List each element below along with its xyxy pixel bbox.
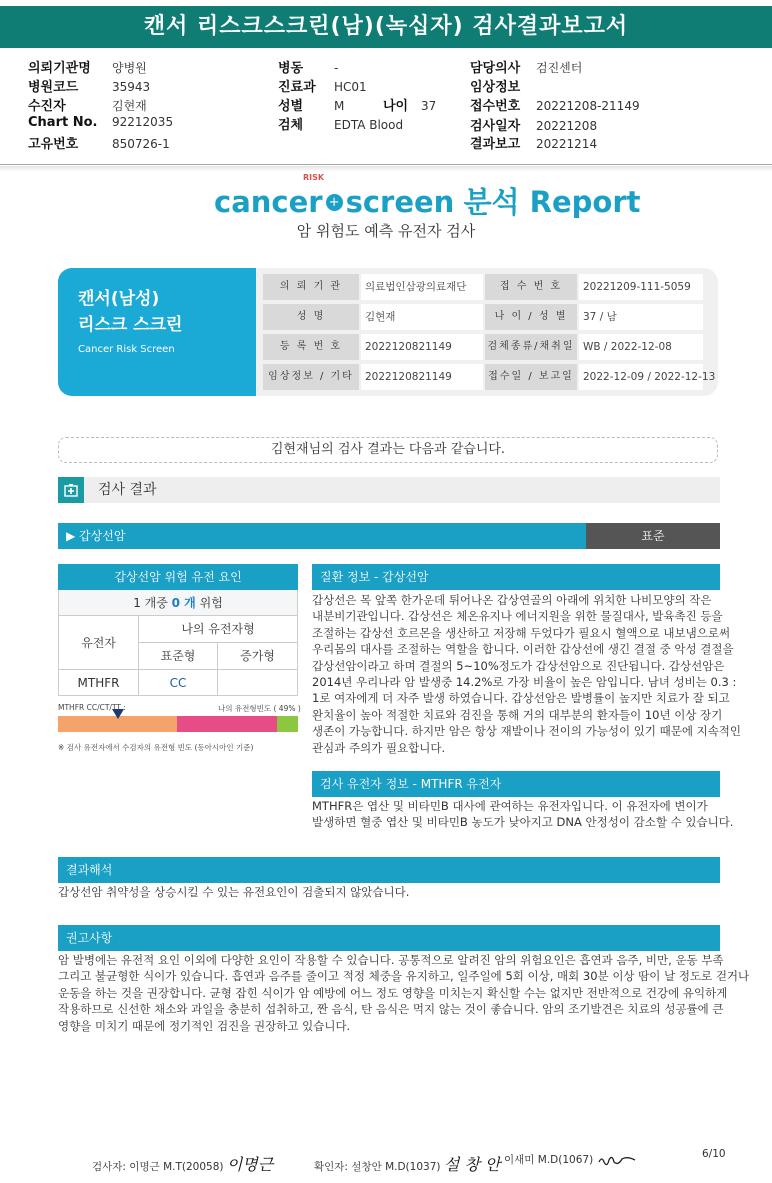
header-field: 병동 -	[278, 61, 339, 76]
info-key: 의 뢰 기 관	[263, 274, 359, 300]
frequency-segment	[177, 716, 277, 732]
report-subtitle: 암 위험도 예측 유전자 검사	[296, 222, 476, 240]
product-name-line1: 캔서(남성)	[78, 289, 160, 309]
gene-info-title: 검사 유전자 정보 - MTHFR 유전자	[312, 771, 720, 797]
disease-info-line: 갑상선암이라고 하며 결절의 5~10%정도가 갑상선암으로 진단됩니다. 갑상선암은	[312, 658, 725, 673]
gene-table-grid	[58, 616, 298, 696]
tester-info: 검사자: 이명근 M.T(20058) 이명근	[92, 1155, 274, 1174]
gene-info-line: MTHFR은 엽산 및 비타민B 대사에 관여하는 유전자입니다. 이 유전자에 변이가	[312, 799, 708, 813]
confirmer-info: 확인자: 설창안 M.D(1037) 설 창 안	[314, 1155, 501, 1174]
disease-info-line: 1로 여자에게 더 자주 발생 하였습니다. 갑상선암은 발병률이 높지만 치료가 잘 되고	[312, 691, 730, 706]
recommendation-text	[58, 952, 750, 1034]
recommendation-title: 권고사항	[58, 925, 720, 951]
info-value: 의료법인삼광의료재단	[361, 274, 483, 300]
header-field: 수진자 김현재	[28, 99, 147, 114]
disease-info-text	[312, 592, 742, 756]
header-field: 의뢰기관명 양병원	[28, 61, 147, 76]
header-field: 결과보고 20221214	[470, 137, 598, 152]
report-title: 캔서 리스크스크린(남)(녹십자) 검사결과보고서	[0, 6, 772, 48]
disease-info-line: 2014년 우리나라 암 발생중 14.2%로 가장 비율이 높은 암입니다. 남녀 성비는 0.3 :	[312, 675, 737, 690]
cancer-risk-screen-logo: cancer RISK + screen 분석 Report	[214, 173, 641, 219]
header-field: 진료과 HC01	[278, 80, 367, 95]
info-key: 검체종류/채취일	[485, 334, 577, 360]
disease-info-line: 조절하는 갑상선 호르몬을 생산하고 저장해 두었다가 필요시 혈액으로 내보냄으로써	[312, 625, 731, 640]
header-field: 담당의사 검진센터	[470, 61, 583, 76]
header-field: Chart No. 92212035	[28, 115, 174, 130]
info-value: 37 / 남	[579, 304, 703, 330]
disease-info-title: 질환 정보 - 갑상선암	[312, 564, 720, 590]
info-key: 성 명	[263, 304, 359, 330]
cancer-type-bar	[58, 523, 720, 549]
frequency-segment	[277, 716, 298, 732]
patient-info-card	[58, 268, 718, 396]
header-shadow	[0, 166, 772, 172]
product-name-en: Cancer Risk Screen	[78, 344, 175, 355]
disease-info-line: 완치율이 높아 적절한 치료와 검진을 통해 거의 대부분의 환자들이 10년 이상 장기	[312, 707, 723, 722]
header-field: 검사일자 20221208	[470, 119, 598, 134]
header-field: 검체 EDTA Blood	[278, 118, 404, 133]
product-panel	[58, 268, 256, 396]
genotype-marker-icon	[112, 709, 124, 719]
info-value: 김현재	[361, 304, 483, 330]
info-key: 임상정보 / 기타	[263, 364, 359, 390]
info-value: 2022120821149	[361, 364, 483, 390]
recommendation-line: 영향을 미치기 때문에 정기적인 검진을 권장하고 있습니다.	[58, 1018, 351, 1033]
freq-bar-left-label: MTHFR CC/CT/TT :	[58, 703, 126, 712]
disease-info-line: 관심과 주의가 필요합니다.	[312, 740, 446, 755]
disease-info-line: 내분비기관입니다. 갑상선은 체온유지나 에너지원을 위한 물질대사, 발육촉진 등을	[312, 609, 723, 624]
header-field: 접수번호 20221208-21149	[470, 99, 640, 114]
info-value: 2022120821149	[361, 334, 483, 360]
col-standard-header: 표준형	[139, 643, 218, 670]
header-field-age: 나이 37	[383, 99, 437, 114]
greeting-banner: 김현재님의 검사 결과는 다음과 같습니다.	[58, 437, 718, 463]
disease-info-line: 생존이 가능합니다. 하지만 암은 항상 재발이나 전이의 가능성이 있기 때문에 지속적인	[312, 724, 742, 739]
recommendation-line: 작용하므로 신선한 채소와 과일을 충분히 섭취하고, 짠 음식, 탄 음식은 먹지 않는 것이 좋습니다. 암의 조기발견은 치료의 성공률에 큰	[58, 1002, 724, 1017]
page-number: 6/10	[702, 1148, 726, 1160]
gene-name: MTHFR	[59, 670, 139, 696]
header-field: 고유번호 850726-1	[28, 137, 170, 152]
cancer-name: ▶ 갑상선암	[66, 529, 126, 543]
info-value: 20221209-111-5059	[579, 274, 703, 300]
product-name-line2: 리스크 스크린	[78, 315, 183, 335]
info-key: 나 이 / 성 별	[485, 304, 577, 330]
disease-info-line: 갑상선은 목 앞쪽 한가운데 튀어나온 갑상연골의 아래에 위치한 나비모양의 작은	[312, 593, 712, 607]
info-key: 등 록 번 호	[263, 334, 359, 360]
standard-genotype: CC	[139, 670, 218, 696]
section-header-results	[58, 477, 720, 503]
freq-bar-right-label: 나의 유전형빈도 ( 49% )	[218, 704, 301, 713]
header-field: 성별 M	[278, 99, 345, 114]
handwritten-signature-icon	[597, 1153, 637, 1167]
gene-info-text	[312, 798, 734, 831]
info-value: 2022-12-09 / 2022-12-13	[579, 364, 703, 390]
gene-risk-summary: 1 개중 0 개 위험	[58, 590, 298, 616]
disease-info-line: 우리몸의 대사를 조절하는 역할을 합니다. 이러한 갑상선에 생긴 결절 중 악성 결절을	[312, 642, 734, 657]
col-increased-header: 증가형	[218, 643, 297, 670]
header-field: 병원코드 35943	[28, 80, 151, 95]
header-divider	[0, 164, 772, 165]
recommendation-line: 암 발병에는 유전적 요인 이외에 다양한 요인이 작용할 수 있습니다. 공통적으로 알려진 암의 위험요인은 흡연과 음주, 비만, 운동 부족	[58, 953, 724, 967]
section-title: 검사 결과	[98, 482, 157, 498]
recommendation-line: 운동을 하는 것을 권장합니다. 균형 잡힌 식이가 암 예방에 어느 정도 영향을 미치는지 확신할 수는 없지만 전반적으로 건강에 유익하게	[58, 985, 728, 1000]
gene-info-line: 발생하면 혈중 엽산 및 비타민B 농도가 낮아지고 DNA 안정성이 감소할 수 있습니다.	[312, 815, 734, 830]
info-key: 접 수 번 호	[485, 274, 577, 300]
increased-genotype	[218, 670, 297, 696]
col-genotype-header: 나의 유전자형	[139, 616, 297, 643]
info-value: WB / 2022-12-08	[579, 334, 703, 360]
interpretation-title: 결과해석	[58, 857, 720, 883]
plus-icon: +	[326, 194, 343, 211]
interpretation-text: 갑상선암 취약성을 상승시킬 수 있는 유전요인이 검출되지 않았습니다.	[58, 885, 410, 899]
tester-signature: 이명근	[226, 1155, 274, 1174]
header-field: 임상정보	[470, 80, 521, 95]
gene-risk-table	[58, 564, 298, 696]
confirmer-signature: 설 창 안	[443, 1155, 501, 1174]
info-key: 접수일 / 보고일	[485, 364, 577, 390]
frequency-note: ※ 검사 유전자에서 수검자의 유전형 빈도 (동아시아인 기준)	[58, 743, 254, 752]
confirmer2-info: 이새미 M.D(1067)	[504, 1152, 637, 1167]
gene-table-title: 갑상선암 위험 유전 요인	[58, 564, 298, 590]
col-gene-header: 유전자	[59, 616, 139, 670]
medical-kit-icon	[58, 477, 84, 503]
recommendation-line: 그리고 불균형한 식이가 있습니다. 흡연과 음주를 줄이고 적정 체중을 유지하고, 일주일에 5회 이상, 매회 30분 이상 땀이 날 정도로 걷거나	[58, 969, 750, 984]
risk-status-badge: 표준	[586, 523, 720, 549]
